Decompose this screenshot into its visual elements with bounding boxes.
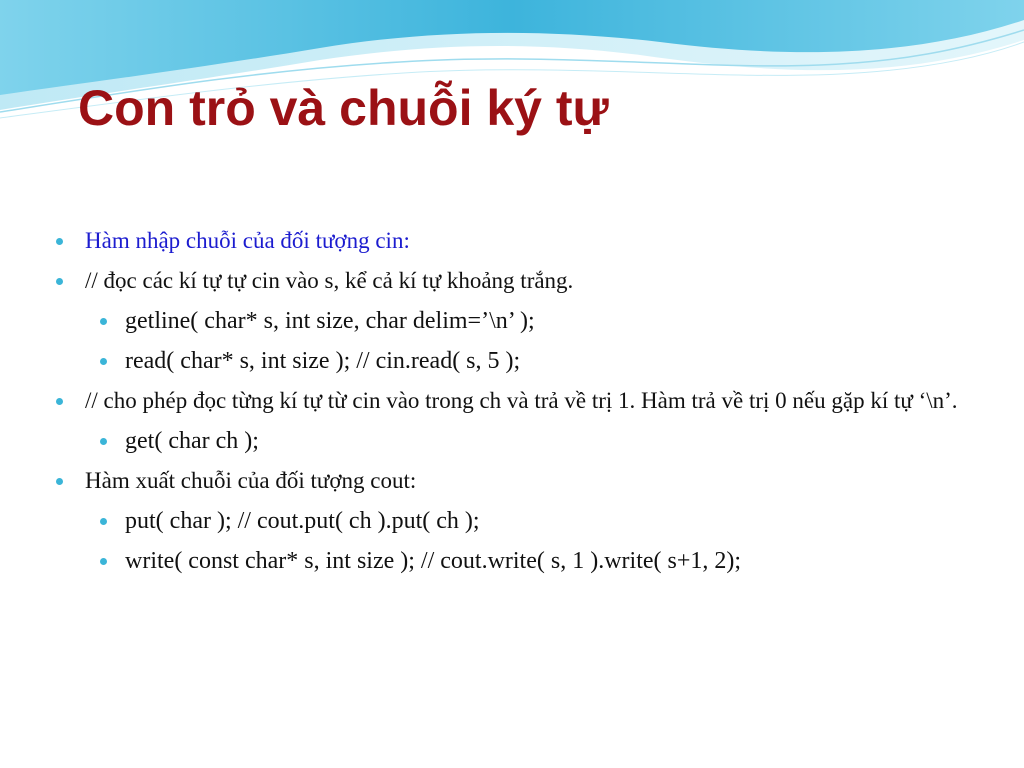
bullet-text: get( char ch ); xyxy=(125,428,259,454)
bullet-text: // cho phép đọc từng kí tự từ cin vào trong ch và trả về trị 1. Hàm trả về trị 0 nếu gặp kí tự ‘\n’. xyxy=(85,388,958,413)
sub-bullet-item xyxy=(50,305,980,337)
bullet-icon xyxy=(56,398,63,405)
bullet-item xyxy=(50,385,980,417)
bullet-icon xyxy=(56,238,63,245)
sub-bullet-item xyxy=(50,545,980,577)
bullet-icon xyxy=(100,358,107,365)
bullet-text: getline( char* s, int size, char delim=’\n’ ); xyxy=(125,308,535,334)
bullet-item xyxy=(50,465,980,497)
bullet-list xyxy=(50,225,980,577)
bullet-icon xyxy=(100,438,107,445)
bullet-icon xyxy=(100,518,107,525)
bullet-icon xyxy=(56,478,63,485)
bullet-icon xyxy=(100,318,107,325)
bullet-text: put( char ); // cout.put( ch ).put( ch ); xyxy=(125,508,480,534)
bullet-item xyxy=(50,265,980,297)
bullet-icon xyxy=(100,558,107,565)
bullet-text: // đọc các kí tự tự cin vào s, kể cả kí tự khoảng trắng. xyxy=(85,268,574,293)
sub-bullet-item xyxy=(50,505,980,537)
slide-title: Con trỏ và chuỗi ký tự xyxy=(78,80,609,136)
bullet-text: write( const char* s, int size ); // cout.write( s, 1 ).write( s+1, 2); xyxy=(125,548,742,574)
sub-bullet-item xyxy=(50,345,980,377)
bullet-text: Hàm nhập chuỗi của đối tượng cin: xyxy=(85,228,410,253)
sub-bullet-item xyxy=(50,425,980,457)
bullet-item xyxy=(50,225,980,257)
bullet-text: Hàm xuất chuỗi của đối tượng cout: xyxy=(85,468,417,493)
bullet-icon xyxy=(56,278,63,285)
bullet-text: read( char* s, int size ); // cin.read( s, 5 ); xyxy=(125,348,521,374)
